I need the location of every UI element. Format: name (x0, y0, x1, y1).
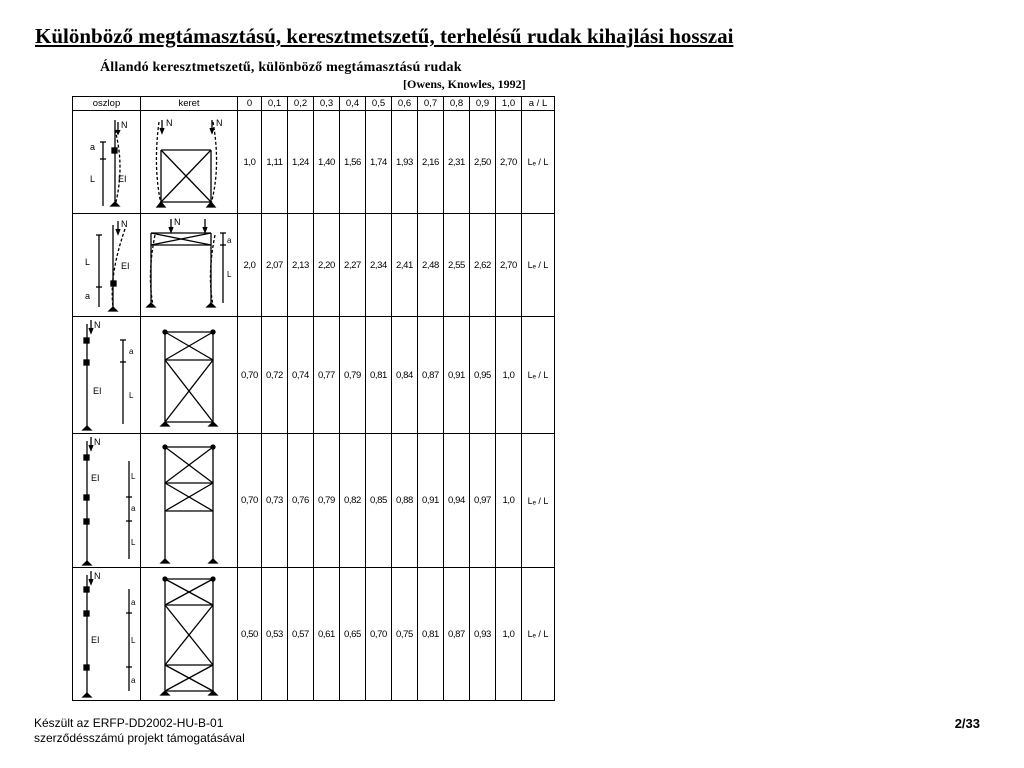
table-cell: 0,81 (366, 317, 392, 434)
table-cell: 0,84 (392, 317, 418, 434)
header-a-0-7: 0,7 (418, 97, 444, 111)
label-a: a (131, 675, 136, 685)
table-cell: 0,87 (444, 568, 470, 701)
table-cell: 0,85 (366, 434, 392, 568)
column-diagram-1 (73, 111, 141, 214)
frame-diagram-2 (141, 214, 238, 317)
ratio-cell: Lₑ / L (522, 568, 555, 701)
table-cell: 1,0 (496, 317, 522, 434)
footer-line-1: Készült az ERFP-DD2002-HU-B-01 (34, 716, 224, 730)
label-l: L (131, 635, 136, 645)
page-title: Különböző megtámasztású, keresztmetszetű, terhelésű rudak kihajlási hosszai (35, 24, 734, 48)
figure-title: Állandó keresztmetszetű, különböző megtámasztású rudak (100, 60, 462, 75)
header-a-0-1: 0,1 (262, 97, 288, 111)
header-a-0-5: 0,5 (366, 97, 392, 111)
table-cell: 1,24 (288, 111, 314, 214)
label-n: N (174, 216, 181, 227)
table-cell: 0,75 (392, 568, 418, 701)
table-cell: 0,91 (444, 317, 470, 434)
frame-diagram-5 (141, 568, 238, 701)
table-cell: 2,16 (418, 111, 444, 214)
table-cell: 2,31 (444, 111, 470, 214)
table-cell: 0,73 (262, 434, 288, 568)
table-cell: 0,61 (314, 568, 340, 701)
table-cell: 0,77 (314, 317, 340, 434)
table-cell: 0,53 (262, 568, 288, 701)
column-diagram-2 (73, 214, 141, 317)
header-row (73, 97, 555, 111)
table-cell: 1,74 (366, 111, 392, 214)
header-a-0: 0 (238, 97, 262, 111)
table-cell: 0,91 (418, 434, 444, 568)
table-cell: 0,93 (470, 568, 496, 701)
column-diagram-5 (73, 568, 141, 701)
label-n: N (121, 218, 128, 229)
table-cell: 0,79 (340, 317, 366, 434)
table-cell: 2,50 (470, 111, 496, 214)
label-n: N (121, 119, 128, 130)
header-a-0-2: 0,2 (288, 97, 314, 111)
table-cell: 0,81 (418, 568, 444, 701)
table-cell: 0,74 (288, 317, 314, 434)
table-row (73, 111, 555, 214)
label-ei: EI (91, 634, 100, 645)
table-cell: 2,55 (444, 214, 470, 317)
table-cell: 2,41 (392, 214, 418, 317)
table-cell: 1,0 (238, 111, 262, 214)
label-l: L (131, 537, 136, 547)
table-cell: 0,79 (314, 434, 340, 568)
table-row (73, 434, 555, 568)
table-cell: 2,27 (340, 214, 366, 317)
table-cell: 0,72 (262, 317, 288, 434)
table-row (73, 214, 555, 317)
figure-source: [Owens, Knowles, 1992] (403, 77, 526, 91)
header-a-0-3: 0,3 (314, 97, 340, 111)
label-n: N (216, 117, 223, 128)
label-l: L (85, 256, 91, 267)
ratio-cell: Lₑ / L (522, 434, 555, 568)
header-a-0-4: 0,4 (340, 97, 366, 111)
label-a: a (227, 235, 232, 245)
page-number: 2/33 (954, 716, 980, 731)
column-diagram-4 (73, 434, 141, 568)
table-cell: 0,70 (238, 434, 262, 568)
table-cell: 2,62 (470, 214, 496, 317)
table-cell: 0,70 (238, 317, 262, 434)
footer-credit (34, 716, 245, 746)
table-cell: 0,97 (470, 434, 496, 568)
label-a: a (85, 290, 91, 301)
table-cell: 2,20 (314, 214, 340, 317)
table-cell: 0,70 (366, 568, 392, 701)
label-l: L (131, 471, 136, 481)
table-cell: 0,95 (470, 317, 496, 434)
table-cell: 1,0 (496, 434, 522, 568)
table-cell: 0,76 (288, 434, 314, 568)
table-cell: 2,70 (496, 214, 522, 317)
table-cell: 1,93 (392, 111, 418, 214)
table-cell: 2,48 (418, 214, 444, 317)
table-cell: 0,50 (238, 568, 262, 701)
label-n: N (166, 117, 173, 128)
label-l: L (129, 390, 134, 400)
header-a-0-6: 0,6 (392, 97, 418, 111)
table-cell: 2,07 (262, 214, 288, 317)
label-a: a (129, 346, 134, 356)
table-cell: 1,56 (340, 111, 366, 214)
table-cell: 0,87 (418, 317, 444, 434)
table-cell: 2,13 (288, 214, 314, 317)
label-n: N (94, 570, 101, 581)
ratio-cell: Lₑ / L (522, 317, 555, 434)
table-row (73, 317, 555, 434)
table-cell: 2,0 (238, 214, 262, 317)
table-cell: 0,82 (340, 434, 366, 568)
label-ei: EI (93, 385, 102, 396)
label-a: a (131, 503, 136, 513)
ratio-cell: Lₑ / L (522, 214, 555, 317)
header-a-0-9: 0,9 (470, 97, 496, 111)
table-cell: 2,70 (496, 111, 522, 214)
table-row (73, 568, 555, 701)
table-cell: 0,57 (288, 568, 314, 701)
table-cell: 0,94 (444, 434, 470, 568)
header-frame: keret (141, 97, 238, 111)
label-ei: EI (118, 173, 127, 184)
table-cell: 0,65 (340, 568, 366, 701)
header-ratio: a / L (522, 97, 555, 111)
table-cell: 1,40 (314, 111, 340, 214)
table-cell: 0,88 (392, 434, 418, 568)
label-n: N (94, 319, 101, 330)
frame-diagram-3 (141, 317, 238, 434)
header-a-0-8: 0,8 (444, 97, 470, 111)
footer-line-2: szerződésszámú projekt támogatásával (34, 731, 245, 745)
frame-diagram-4 (141, 434, 238, 568)
buckling-length-table (72, 96, 555, 701)
label-a: a (90, 141, 96, 152)
label-ei: EI (91, 472, 100, 483)
header-column: oszlop (73, 97, 141, 111)
label-ei: EI (121, 260, 130, 271)
header-a-1-0: 1,0 (496, 97, 522, 111)
label-n: N (94, 436, 101, 447)
label-l: L (227, 269, 232, 279)
label-l: L (90, 173, 96, 184)
column-diagram-3 (73, 317, 141, 434)
table-cell: 2,34 (366, 214, 392, 317)
table-cell: 1,0 (496, 568, 522, 701)
label-a: a (131, 597, 136, 607)
table-cell: 1,11 (262, 111, 288, 214)
ratio-cell: Lₑ / L (522, 111, 555, 214)
frame-diagram-1 (141, 111, 238, 214)
